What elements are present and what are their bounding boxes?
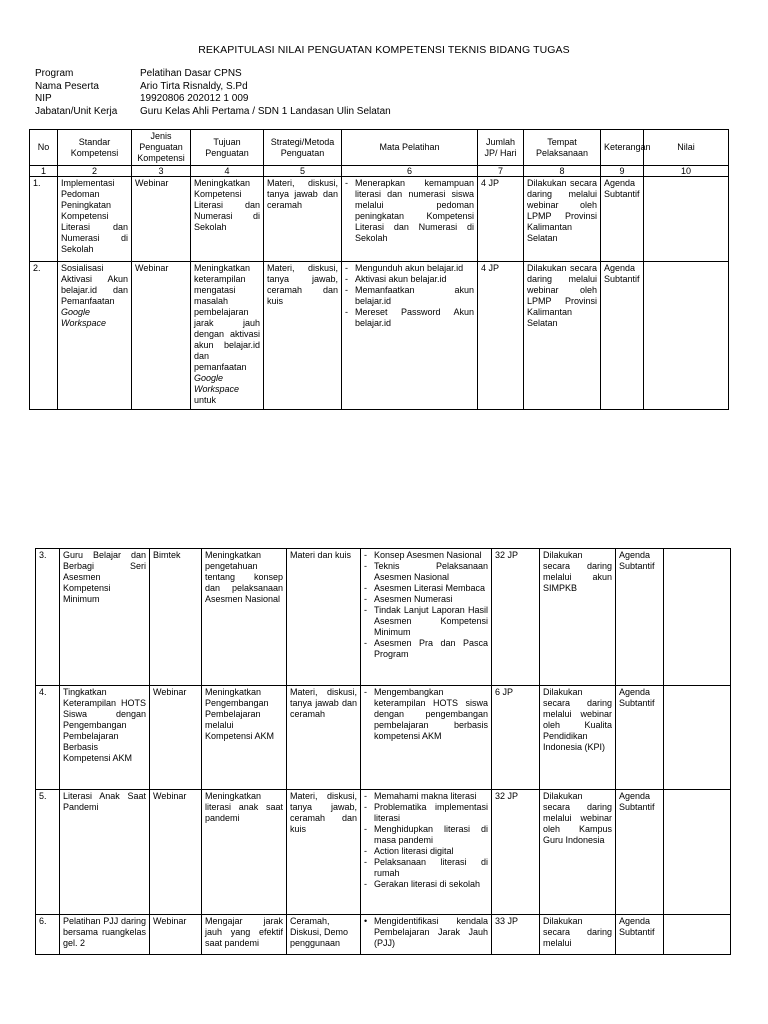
list-item: - Mereset Password Akun belajar.id bbox=[345, 307, 474, 329]
cell-standar: Literasi Anak Saat Pandemi bbox=[60, 790, 150, 915]
cell-no: 4. bbox=[36, 686, 60, 790]
list-item: - Tindak Lanjut Laporan Hasil Asesmen Kompetensi Minimum bbox=[364, 605, 488, 638]
tujuan-text: Meningkatkan keterampilan mengatasi masalah pembelajaran jarak jauh dengan aktivasi akun belajar.id dan pemanfaatan bbox=[194, 263, 260, 372]
info-label: Jabatan/Unit Kerja bbox=[35, 105, 118, 117]
cell-tujuan: Mengajar jarak jauh yang efektif saat pandemi bbox=[202, 915, 287, 955]
tujuan-emphasis: Google Workspace bbox=[194, 373, 240, 394]
cell-tujuan bbox=[191, 262, 264, 410]
cell-jenis: Webinar bbox=[132, 177, 191, 262]
column-number: 6 bbox=[342, 166, 478, 177]
column-number: 4 bbox=[191, 166, 264, 177]
info-label: Nama Peserta bbox=[35, 80, 99, 92]
cell-no: 2. bbox=[30, 262, 58, 410]
cell-jenis: Webinar bbox=[150, 686, 202, 790]
cell-jenis: Webinar bbox=[150, 915, 202, 955]
cell-keterangan: Agenda Subtantif bbox=[616, 915, 664, 955]
cell-no: 3. bbox=[36, 549, 60, 686]
list-item: - Konsep Asesmen Nasional bbox=[364, 550, 488, 561]
cell-strategi: Materi, diskusi, tanya jawab, ceramah dan kuis bbox=[264, 262, 342, 410]
table-row bbox=[36, 549, 731, 686]
cell-strategi: Materi, diskusi, tanya jawab dan ceramah bbox=[264, 177, 342, 262]
cell-tempat: Dilakukan secara daring melalui akun SIMPKB bbox=[540, 549, 616, 686]
column-number: 5 bbox=[264, 166, 342, 177]
list-item: - Memahami makna literasi bbox=[364, 791, 488, 802]
cell-jp: 6 JP bbox=[492, 686, 540, 790]
column-number-row bbox=[30, 166, 729, 177]
cell-no: 6. bbox=[36, 915, 60, 955]
list-item: - Asesmen Numerasi bbox=[364, 594, 488, 605]
cell-no: 5. bbox=[36, 790, 60, 915]
cell-strategi: Materi dan kuis bbox=[287, 549, 361, 686]
cell-jp: 32 JP bbox=[492, 549, 540, 686]
cell-tempat: Dilakukan secara daring melalui bbox=[540, 915, 616, 955]
cell-standar bbox=[58, 262, 132, 410]
list-item: - Mengunduh akun belajar.id bbox=[345, 263, 474, 274]
column-number: 3 bbox=[132, 166, 191, 177]
cell-standar: Pelatihan PJJ daring bersama ruangkelas gel. 2 bbox=[60, 915, 150, 955]
cell-mata bbox=[361, 686, 492, 790]
list-item: - Aktivasi akun belajar.id bbox=[345, 274, 474, 285]
cell-tempat: Dilakukan secara daring melalui webinar oleh Kualita Pendidikan Indonesia (KPI) bbox=[540, 686, 616, 790]
cell-standar: Guru Belajar dan Berbagi Seri Asesmen Kompetensi Minimum bbox=[60, 549, 150, 686]
cell-jenis: Webinar bbox=[132, 262, 191, 410]
cell-tujuan: Meningkatkan Pengembangan Pembelajaran melalui Kompetensi AKM bbox=[202, 686, 287, 790]
cell-jp: 32 JP bbox=[492, 790, 540, 915]
table-row bbox=[36, 790, 731, 915]
header-keterangan: Keterangan bbox=[601, 130, 644, 166]
info-row-nip bbox=[35, 93, 391, 106]
header-jenis: Jenis Penguatan Kompetensi bbox=[132, 130, 191, 166]
list-item: - Mengembangkan keterampilan HOTS siswa dengan pengembangan pembelajaran berbasis kompetensi AKM bbox=[364, 687, 488, 742]
cell-tujuan: Meningkatkan pengetahuan tentang konsep dan pelaksanaan Asesmen Nasional bbox=[202, 549, 287, 686]
participant-info bbox=[35, 68, 391, 118]
header-no: No bbox=[30, 130, 58, 166]
cell-tempat: Dilakukan secara daring melalui webinar oleh Kampus Guru Indonesia bbox=[540, 790, 616, 915]
list-item: - Gerakan literasi di sekolah bbox=[364, 879, 488, 890]
table-row bbox=[30, 262, 729, 410]
column-number: 9 bbox=[601, 166, 644, 177]
column-number: 8 bbox=[524, 166, 601, 177]
list-item: - Menghidupkan literasi di masa pandemi bbox=[364, 824, 488, 846]
cell-strategi: Materi, diskusi, tanya jawab dan ceramah bbox=[287, 686, 361, 790]
header-strategi: Strategi/Metoda Penguatan bbox=[264, 130, 342, 166]
list-item: - Asesmen Literasi Membaca bbox=[364, 583, 488, 594]
table-row bbox=[36, 686, 731, 790]
list-item: - Problematika implementasi literasi bbox=[364, 802, 488, 824]
cell-keterangan: Agenda Subtantif bbox=[616, 549, 664, 686]
standar-text: Sosialisasi Aktivasi Akun belajar.id dan Pemanfaatan bbox=[61, 263, 128, 306]
cell-nilai bbox=[664, 790, 731, 915]
cell-tempat: Dilakukan secara daring melalui webinar oleh LPMP Provinsi Kalimantan Selatan bbox=[524, 262, 601, 410]
cell-mata bbox=[361, 915, 492, 955]
cell-tujuan: Meningkatkan Kompetensi Literasi dan Numerasi di Sekolah bbox=[191, 177, 264, 262]
header-tempat: Tempat Pelaksanaan bbox=[524, 130, 601, 166]
header-tujuan: Tujuan Penguatan bbox=[191, 130, 264, 166]
cell-keterangan: Agenda Subtantif bbox=[616, 686, 664, 790]
cell-nilai bbox=[664, 915, 731, 955]
table-row bbox=[36, 915, 731, 955]
cell-keterangan: Agenda Subtantif bbox=[601, 177, 644, 262]
column-number: 2 bbox=[58, 166, 132, 177]
tujuan-text-end: untuk bbox=[194, 395, 217, 405]
info-label: Program bbox=[35, 68, 74, 79]
cell-nilai bbox=[644, 262, 729, 410]
cell-strategi: Materi, diskusi, tanya jawab, ceramah dan kuis bbox=[287, 790, 361, 915]
info-value: Ario Tirta Risnaldy, S.Pd bbox=[140, 80, 248, 92]
competency-table-page-1 bbox=[29, 129, 729, 410]
cell-jp: 4 JP bbox=[478, 262, 524, 410]
cell-mata bbox=[361, 549, 492, 686]
info-row-name bbox=[35, 81, 391, 94]
header-row bbox=[30, 130, 729, 166]
cell-nilai bbox=[644, 177, 729, 262]
cell-nilai bbox=[664, 686, 731, 790]
header-nilai: Nilai bbox=[644, 130, 729, 166]
list-item: - Pelaksanaan literasi di rumah bbox=[364, 857, 488, 879]
info-row-program bbox=[35, 68, 391, 81]
cell-tujuan: Meningkatkan literasi anak saat pandemi bbox=[202, 790, 287, 915]
header-standar: Standar Kompetensi bbox=[58, 130, 132, 166]
cell-mata bbox=[342, 262, 478, 410]
cell-strategi: Ceramah, Diskusi, Demo penggunaan bbox=[287, 915, 361, 955]
info-value: Guru Kelas Ahli Pertama / SDN 1 Landasan Ulin Selatan bbox=[140, 105, 391, 117]
cell-jp: 33 JP bbox=[492, 915, 540, 955]
column-number: 7 bbox=[478, 166, 524, 177]
column-number: 10 bbox=[644, 166, 729, 177]
info-row-position bbox=[35, 106, 391, 119]
list-item: • Mengidentifikasi kendala Pembelajaran Jarak Jauh (PJJ) bbox=[364, 916, 488, 949]
list-item: - Action literasi digital bbox=[364, 846, 488, 857]
header-mata: Mata Pelatihan bbox=[342, 130, 478, 166]
document-title: REKAPITULASI NILAI PENGUATAN KOMPETENSI TEKNIS BIDANG TUGAS bbox=[198, 44, 570, 56]
list-item: - Asesmen Pra dan Pasca Program bbox=[364, 638, 488, 660]
cell-jp: 4 JP bbox=[478, 177, 524, 262]
header-jp: Jumlah JP/ Hari bbox=[478, 130, 524, 166]
list-item: - Memanfaatkan akun belajar.id bbox=[345, 285, 474, 307]
cell-standar: Tingkatkan Keterampilan HOTS Siswa dengan Pengembangan Pembelajaran Berbasis Kompetensi AKM bbox=[60, 686, 150, 790]
info-value: Pelatihan Dasar CPNS bbox=[140, 68, 242, 79]
competency-table-page-2 bbox=[35, 548, 731, 955]
cell-jenis: Bimtek bbox=[150, 549, 202, 686]
cell-standar: Implementasi Pedoman Peningkatan Kompetensi Literasi dan Numerasi di Sekolah bbox=[58, 177, 132, 262]
cell-mata bbox=[361, 790, 492, 915]
column-number: 1 bbox=[30, 166, 58, 177]
cell-mata bbox=[342, 177, 478, 262]
info-label: NIP bbox=[35, 93, 52, 104]
table-row bbox=[30, 177, 729, 262]
standar-emphasis: Google Workspace bbox=[61, 307, 107, 328]
cell-no: 1. bbox=[30, 177, 58, 262]
cell-jenis: Webinar bbox=[150, 790, 202, 915]
cell-keterangan: Agenda Subtantif bbox=[616, 790, 664, 915]
list-item: - Menerapkan kemampuan literasi dan numerasi siswa melalui pedoman peningkatan Kompetensi Literasi dan Numerasi di Sekolah bbox=[345, 178, 474, 244]
list-item: - Teknis Pelaksanaan Asesmen Nasional bbox=[364, 561, 488, 583]
cell-nilai bbox=[664, 549, 731, 686]
cell-tempat: Dilakukan secara daring melalui webinar oleh LPMP Provinsi Kalimantan Selatan bbox=[524, 177, 601, 262]
info-value: 19920806 202012 1 009 bbox=[140, 93, 249, 104]
cell-keterangan: Agenda Subtantif bbox=[601, 262, 644, 410]
